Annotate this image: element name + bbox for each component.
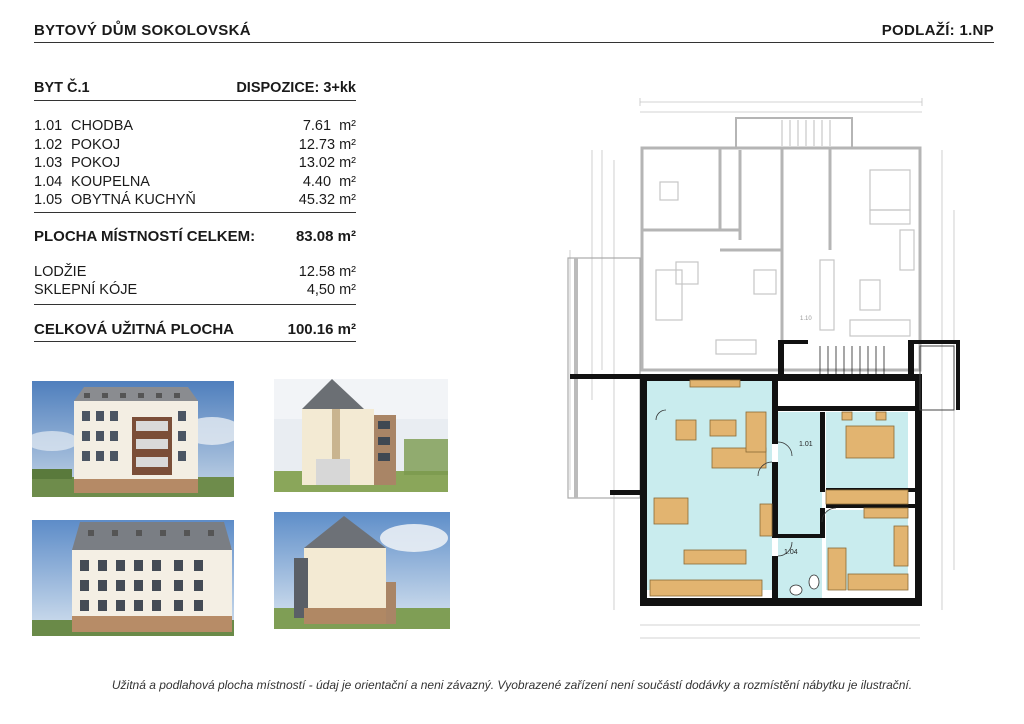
room-row	[34, 117, 356, 136]
disclaimer: Užitná a podlahová plocha místností - údaj je orientační a neni závazný. Vyobrazené zařízení není součástí dodávky a rozmístění nábytku je ilustrační.	[111, 678, 913, 692]
usable-total-row	[34, 321, 356, 342]
room-row	[34, 154, 356, 173]
apartment-summary	[34, 80, 356, 342]
rooms-total-value: 83.08 m²	[295, 227, 356, 245]
extra-label: SKLEPNÍ KÓJE	[34, 282, 138, 298]
project-title: BYTOVÝ DŮM SOKOLOVSKÁ	[34, 22, 251, 39]
extra-value: 4,50 m²	[306, 282, 356, 298]
room-area: 13.02 m²	[298, 155, 356, 171]
room-row	[34, 173, 356, 192]
room-name: CHODBA	[71, 118, 134, 134]
rooms-total-label: PLOCHA MÍSTNOSTÍ CELKEM:	[34, 227, 256, 245]
room-name: KOUPELNA	[71, 173, 150, 190]
apartment-header	[34, 80, 356, 101]
room-number: 1.01	[34, 118, 63, 134]
extra-row	[34, 281, 356, 300]
extra-row	[34, 263, 356, 282]
room-number: 1.02	[34, 136, 63, 153]
extra-label: LODŽIE	[34, 263, 87, 280]
room-area: 7.61 m²	[302, 118, 356, 134]
room-area: 4.40 m²	[302, 173, 356, 190]
room-list	[34, 117, 356, 210]
room-name: POKOJ	[71, 136, 121, 153]
usable-total-label: CELKOVÁ UŽITNÁ PLOCHA	[34, 320, 234, 338]
svg-text:1.10: 1.10	[800, 316, 812, 322]
room-row	[34, 191, 356, 210]
room-name: POKOJ	[71, 155, 121, 171]
divider	[34, 304, 356, 305]
header-divider	[34, 42, 994, 43]
floor-plan	[530, 90, 980, 655]
room-number: 1.03	[34, 155, 63, 171]
room-label-1-01: 1.01	[799, 441, 813, 448]
building-render-side-2	[274, 512, 450, 629]
divider	[34, 212, 356, 213]
room-number: 1.04	[34, 173, 63, 190]
apartment-name: BYT Č.1	[34, 80, 90, 96]
room-area: 12.73 m²	[298, 136, 356, 153]
room-label-1-04: 1.04	[784, 549, 798, 556]
room-area: 45.32 m²	[298, 192, 356, 208]
building-render-front	[32, 381, 234, 497]
building-render-rear	[32, 520, 234, 636]
room-name: OBYTNÁ KUCHYŇ	[71, 192, 196, 208]
extra-value: 12.58 m²	[298, 263, 356, 280]
floor-label: PODLAŽÍ: 1.NP	[881, 22, 994, 39]
building-render-side	[274, 379, 448, 492]
rooms-total-row	[34, 228, 356, 245]
room-number: 1.05	[34, 192, 63, 208]
room-row	[34, 136, 356, 155]
extras-list	[34, 263, 356, 300]
apartment-disposition: DISPOZICE: 3+kk	[236, 80, 356, 96]
usable-total-value: 100.16 m²	[287, 320, 356, 338]
